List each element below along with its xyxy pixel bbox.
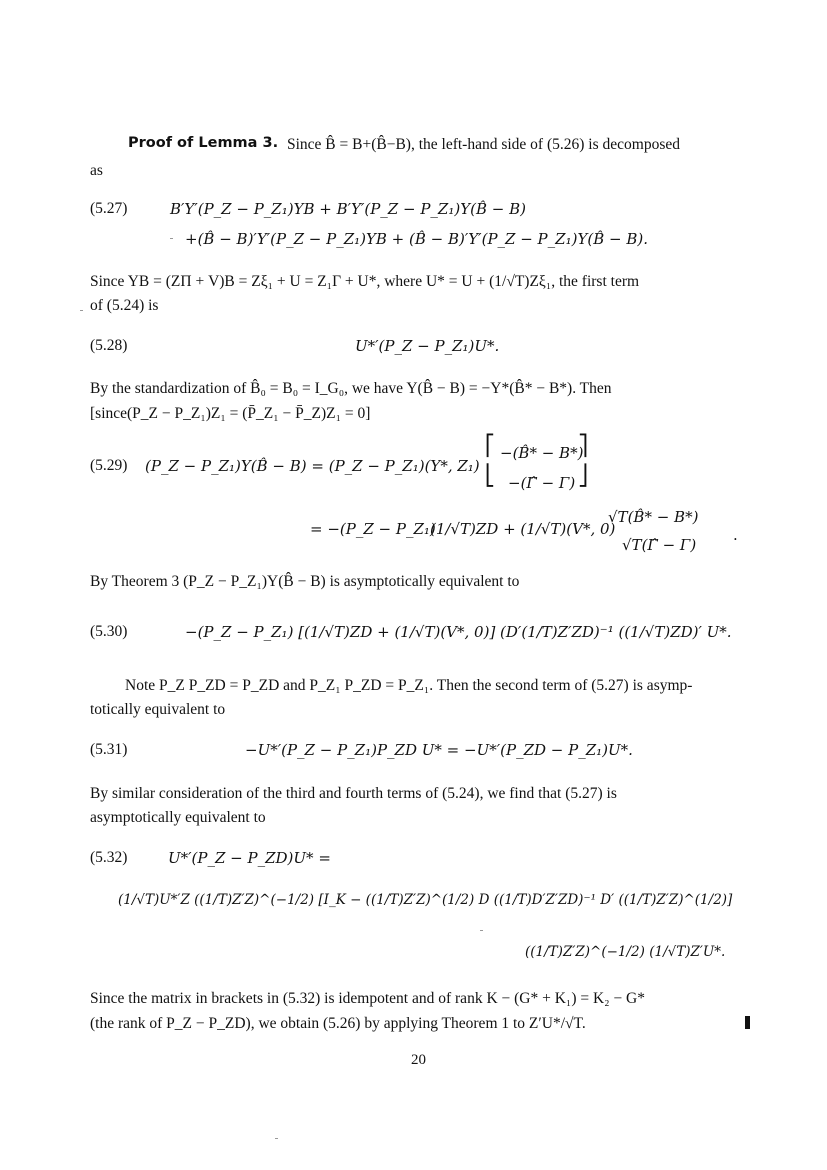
- paragraph-5-line-2: totically equivalent to: [90, 701, 226, 718]
- right-bracket-1: ⎤: [578, 433, 588, 457]
- equation-5-31-number: (5.31): [90, 741, 128, 758]
- equation-5-30-number: (5.30): [90, 623, 128, 640]
- paragraph-1-line-2: as: [90, 162, 103, 179]
- equation-5-29-column-row-1: √T(B̂* − B*): [608, 508, 699, 526]
- scan-speck: [275, 1138, 278, 1139]
- paragraph-5-line-1: Note P_Z P_ZD = P_ZD and P_Z₁ P_ZD = P_Z₁. Then the second term of (5.27) is asymp-: [125, 677, 693, 694]
- paragraph-3-line-1: By the standardization of B̂₀ = B₀ = I_G₀, we have Y(B̂ − B) = −Y*(B̂* − B*). Then: [90, 380, 612, 397]
- paragraph-2-line-2: of (5.24) is: [90, 297, 159, 314]
- paragraph-1-line-1: Since B̂ = B+(B̂−B), the left-hand side of (5.26) is decomposed: [287, 136, 680, 153]
- paragraph-4: By Theorem 3 (P_Z − P_Z₁)Y(B̂ − B) is asymptotically equivalent to: [90, 573, 520, 590]
- equation-5-29-matrix-row-1: −(B̂* − B*): [500, 444, 584, 462]
- equation-5-29-line-1: (P_Z − P_Z₁)Y(B̂ − B) = (P_Z − P_Z₁)(Y*, Z₁): [145, 457, 480, 475]
- equation-5-30: −(P_Z − P_Z₁) [(1/√T)ZD + (1/√T)(V*, 0)] (D′(1/T)Z′ZD)⁻¹ ((1/√T)ZD)′ U*.: [185, 623, 732, 641]
- equation-5-31: −U*′(P_Z − P_Z₁)P_ZD U* = −U*′(P_ZD − P_Z₁)U*.: [245, 741, 633, 759]
- paragraph-3-line-2: [since(P_Z − P_Z₁)Z₁ = (P̄_Z₁ − P̄_Z)Z₁ = 0]: [90, 405, 371, 422]
- equation-5-32-line-1: U*′(P_Z − P_ZD)U* =: [168, 849, 331, 867]
- scan-speck: [170, 238, 173, 239]
- equation-5-29-number: (5.29): [90, 457, 128, 474]
- equation-5-27-line-1: B′Y′(P_Z − P_Z₁)YB + B′Y′(P_Z − P_Z₁)Y(B̂ − B): [170, 200, 526, 218]
- scan-speck: [80, 310, 83, 311]
- equation-5-32-number: (5.32): [90, 849, 128, 866]
- paragraph-2-line-1: Since YB = (ZΠ + V)B = Zξ₁ + U = Z₁Γ + U*, where U* = U + (1/√T)Zξ₁, the first term: [90, 273, 640, 290]
- paragraph-7-line-2: (the rank of P_Z − P_ZD), we obtain (5.26) by applying Theorem 1 to Z′U*/√T.: [90, 1015, 586, 1032]
- equation-5-29-column-row-2: √T(Γ̂ − Γ): [622, 536, 697, 554]
- left-bracket-1b: ⎣: [485, 463, 495, 487]
- equation-5-29-bracket-term: (1/√T)ZD + (1/√T)(V*, 0): [430, 520, 616, 538]
- qed-mark: [745, 1016, 750, 1029]
- equation-5-29-period: .: [733, 526, 738, 544]
- paragraph-6-line-1: By similar consideration of the third and fourth terms of (5.24), we find that (5.27) is: [90, 785, 617, 802]
- equation-5-32-line-3: ((1/T)Z′Z)^(−1/2) (1/√T)Z′U*.: [525, 944, 726, 960]
- equation-5-27-line-2: +(B̂ − B)′Y′(P_Z − P_Z₁)YB + (B̂ − B)′Y′(P_Z − P_Z₁)Y(B̂ − B).: [185, 230, 648, 248]
- page-number: 20: [411, 1052, 426, 1068]
- paragraph-7-line-1: Since the matrix in brackets in (5.32) is idempotent and of rank K − (G* + K₁) = K₂ − G*: [90, 990, 646, 1007]
- right-bracket-1b: ⎦: [578, 463, 588, 487]
- equation-5-32-line-2: (1/√T)U*′Z ((1/T)Z′Z)^(−1/2) [I_K − ((1/T)Z′Z)^(1/2) D ((1/T)D′Z′ZD)⁻¹ D′ ((1/T)Z′Z)^(1/2)]: [118, 892, 733, 908]
- equation-5-29-line-2: = −(P_Z − P_Z₁): [310, 520, 436, 538]
- scan-speck: [480, 930, 483, 931]
- left-bracket-1: ⎡: [485, 433, 495, 457]
- proof-heading: Proof of Lemma 3.: [128, 135, 279, 151]
- equation-5-28-number: (5.28): [90, 337, 128, 354]
- equation-5-28: U*′(P_Z − P_Z₁)U*.: [355, 337, 500, 355]
- equation-5-27-number: (5.27): [90, 200, 128, 217]
- equation-5-29-matrix-row-2: −(Γ̂ − Γ): [508, 474, 576, 492]
- paragraph-6-line-2: asymptotically equivalent to: [90, 809, 266, 826]
